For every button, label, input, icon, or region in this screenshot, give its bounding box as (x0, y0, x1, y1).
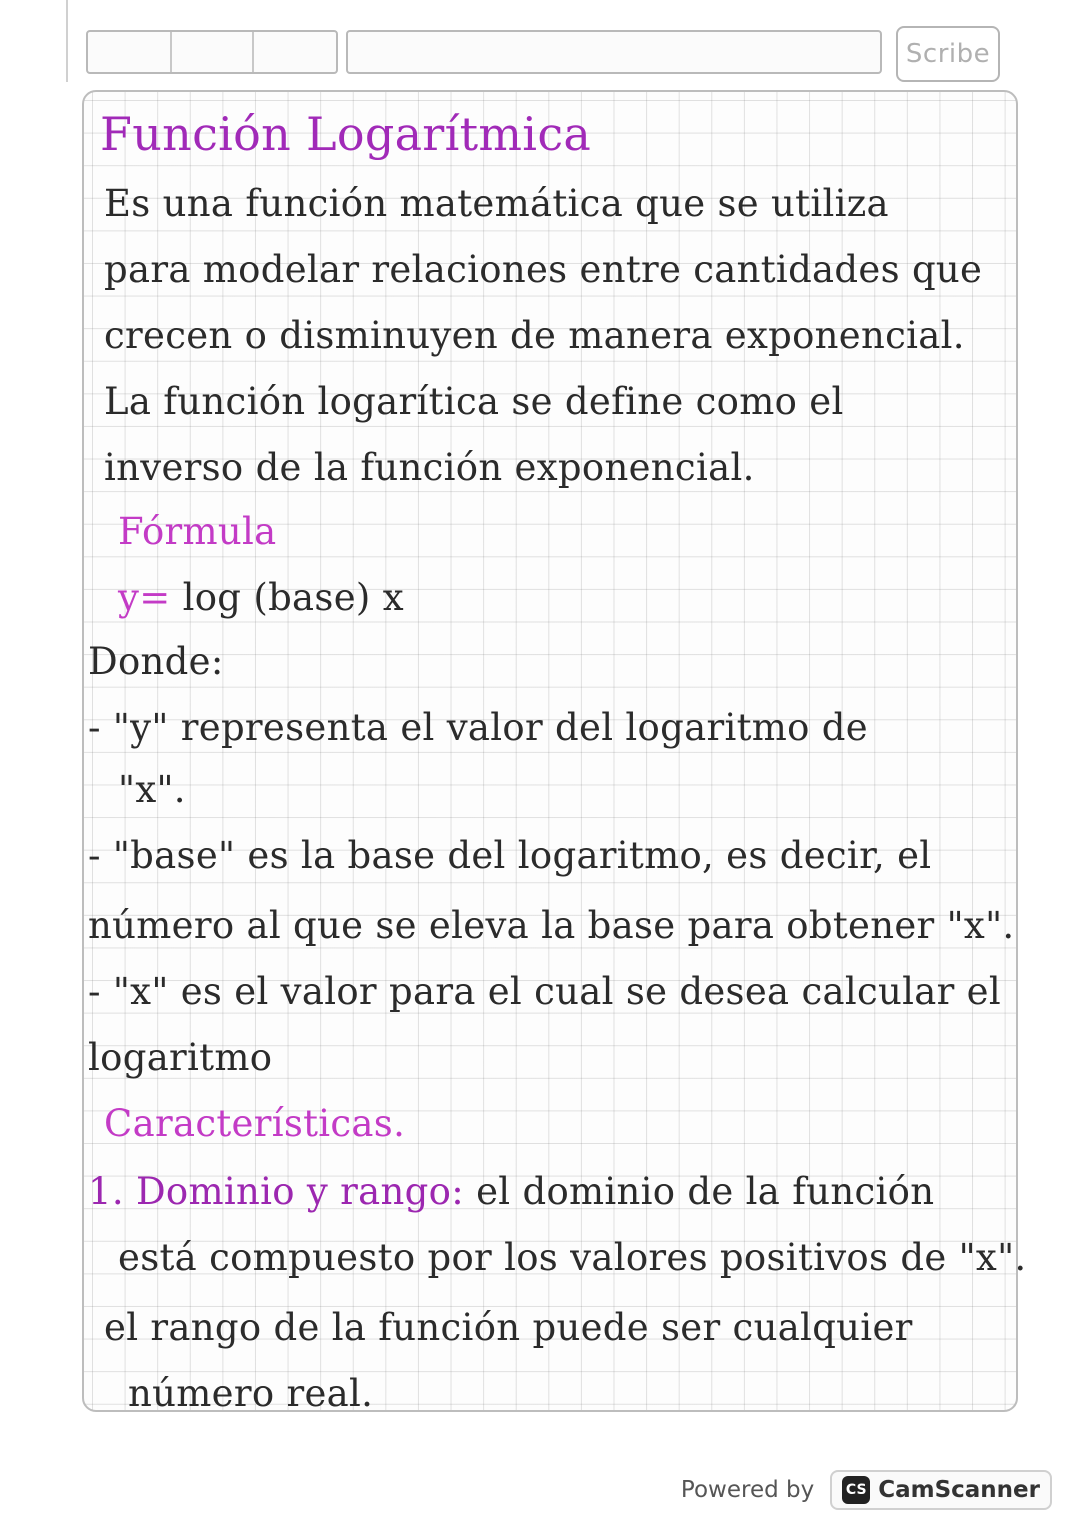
header-date-box (86, 30, 338, 74)
donde-item-x-cont: logaritmo (88, 1036, 273, 1079)
caracteristica-1-line-3: el rango de la función puede ser cualquier (104, 1306, 913, 1349)
powered-by-text: Powered by (680, 1477, 815, 1503)
donde-heading: Donde: (88, 640, 224, 683)
camscanner-footer (681, 1466, 1052, 1514)
header-divider (170, 32, 172, 72)
caracteristica-1-label: 1. Dominio y rango: (88, 1170, 464, 1213)
intro-line-5: inverso de la función exponencial. (104, 446, 755, 489)
intro-line-1: Es una función matemática que se utiliza (104, 182, 889, 225)
donde-item-y-cont: "x". (118, 768, 186, 811)
formula-y-equals: y= (118, 576, 171, 619)
intro-line-3: crecen o disminuyen de manera exponencial. (104, 314, 965, 357)
intro-line-2: para modelar relaciones entre cantidades que (104, 248, 983, 291)
header-title-box (346, 30, 882, 74)
caracteristica-1-line-4: número real. (128, 1372, 374, 1415)
donde-item-base-cont: número al que se eleva la base para obtener "x". (88, 904, 1015, 947)
notebook-margin-line (66, 0, 68, 82)
camscanner-name: CamScanner (878, 1477, 1040, 1503)
caracteristica-1 (88, 1170, 934, 1214)
donde-item-base: - "base" es la base del logaritmo, es decir, el (88, 834, 932, 877)
formula-line (118, 576, 404, 620)
camscanner-logo-icon: CS (842, 1476, 870, 1504)
formula-heading: Fórmula (118, 510, 277, 553)
scribe-logo: Scribe (896, 26, 1000, 82)
donde-item-x: - "x" es el valor para el cual se desea calcular el (88, 970, 1002, 1013)
header-divider (252, 32, 254, 72)
caracteristicas-heading: Características. (104, 1102, 406, 1145)
donde-item-y: - "y" representa el valor del logaritmo de (88, 706, 868, 749)
formula-expression: log (base) x (182, 576, 404, 619)
caracteristica-1-text: el dominio de la función (476, 1170, 935, 1213)
camscanner-badge (830, 1470, 1052, 1510)
page-title: Función Logarítmica (100, 107, 592, 161)
intro-line-4: La función logarítica se define como el (104, 380, 844, 423)
caracteristica-1-line-2: está compuesto por los valores positivos de "x". (118, 1236, 1027, 1279)
